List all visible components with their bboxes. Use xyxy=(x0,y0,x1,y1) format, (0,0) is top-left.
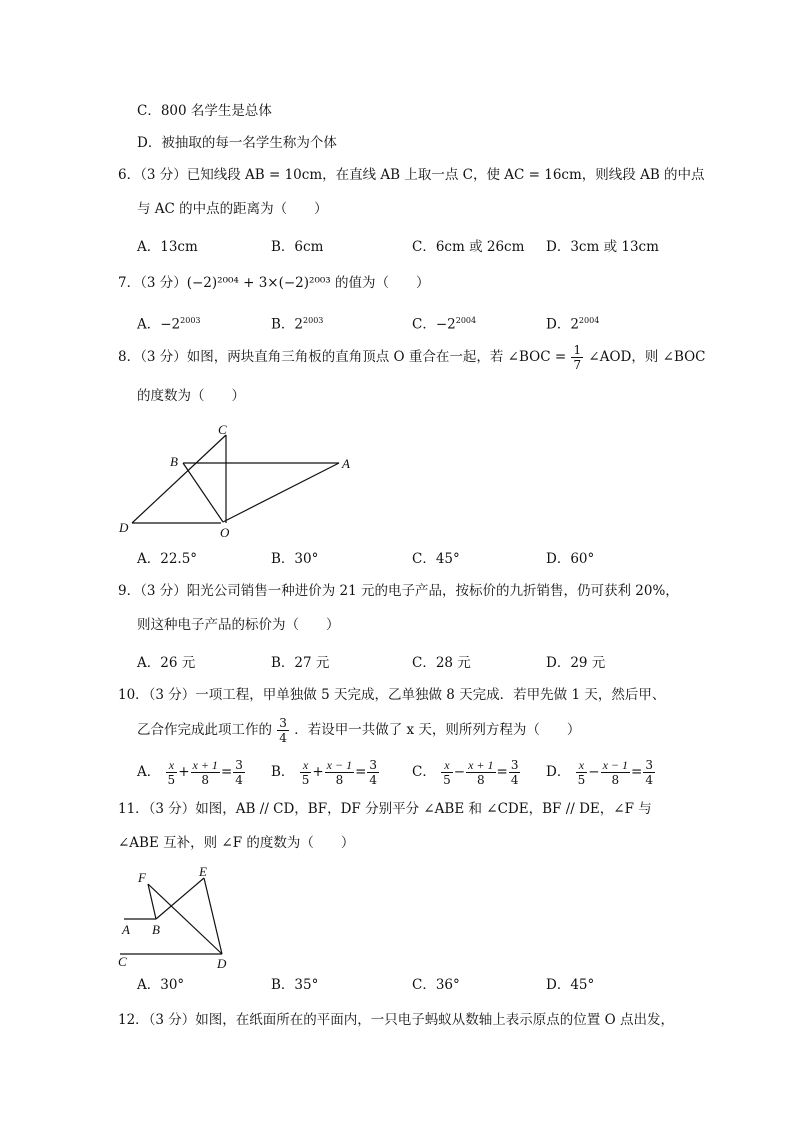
q11-label-e: E xyxy=(199,864,207,879)
q10-option-b: B． $\frac{x}{5}$ + $\frac{x - 1}{8}$ = $\frac{3}{4}$ xyxy=(271,758,378,787)
q5-option-d: D．被抽取的每一名学生称为个体 xyxy=(137,135,337,151)
q11-option-d: D．45° xyxy=(546,977,595,993)
q11-label-b: B xyxy=(152,922,160,937)
q10-stem-line1: 10．（3 分）一项工程，甲单独做 5 天完成，乙单独做 8 天完成．若甲先做 1 天，然后甲、 xyxy=(118,687,666,703)
q6-option-a: A．13cm xyxy=(137,239,198,255)
q6-option-c: C．6cm 或 26cm xyxy=(412,239,525,255)
q9-stem-line1: 9．（3 分）阳光公司销售一种进价为 21 元的电子产品，按标价的九折销售，仍可获利 20%， xyxy=(118,583,679,599)
q11-stem-line2: ∠ABE 互补，则 ∠F 的度数为（ ） xyxy=(118,835,355,851)
q11-label-f: F xyxy=(138,870,146,885)
q8-line-d-c xyxy=(132,435,226,523)
q10-stem-line2 xyxy=(137,717,580,744)
q10-stem-part1: 乙合作完成此项工作的 xyxy=(137,722,272,738)
q8-line-a-o xyxy=(223,463,339,522)
q9-option-b: B．27 元 xyxy=(271,655,330,671)
q11-line-ed xyxy=(204,878,222,954)
q12-stem-line1: 12．（3 分）如图，在纸面所在的平面内，一只电子蚂蚁从数轴上表示原点的位置 O 点出发， xyxy=(118,1012,674,1028)
q6-stem-line2: 与 AC 的中点的距离为（ ） xyxy=(137,201,328,217)
q7-option-c: C．$-2^{2004}$ xyxy=(412,316,477,333)
q8-option-c: C．45° xyxy=(412,551,460,567)
q10-option-a: A． $\frac{x}{5}$ + $\frac{x + 1}{8}$ = $\frac{3}{4}$ xyxy=(137,758,243,787)
q8-fraction: $\frac{1}{7}$ xyxy=(573,343,582,372)
q7-option-a: A．$-2^{2003}$ xyxy=(137,316,201,333)
q10-stem-part2: ．若设甲一共做了 x 天，则所列方程为（ ） xyxy=(294,722,581,738)
q9-option-d: D．29 元 xyxy=(546,655,606,671)
q11-stem-line1: 11．（3 分）如图，AB // CD，BF，DF 分别平分 ∠ABE 和 ∠CDE，BF // DE，∠F 与 xyxy=(118,801,652,817)
q9-option-c: C．28 元 xyxy=(412,655,471,671)
q6-option-b: B．6cm xyxy=(271,239,324,255)
q9-stem-line2: 则这种电子产品的标价为（ ） xyxy=(137,617,340,633)
q11-label-c: C xyxy=(118,954,127,969)
q11-figure xyxy=(110,862,250,972)
q6-option-d: D．3cm 或 13cm xyxy=(546,239,659,255)
q8-line-b-o xyxy=(183,463,223,522)
q7-option-d: D．$2^{2004}$ xyxy=(546,316,600,333)
q8-label-a: A xyxy=(342,456,350,471)
q11-label-a: A xyxy=(122,922,130,937)
q6-stem-line1: 6．（3 分）已知线段 AB = 10cm，在直线 AB 上取一点 C，使 AC = 16cm，则线段 AB 的中点 xyxy=(118,167,705,183)
q11-option-b: B．35° xyxy=(271,977,319,993)
q10-option-c: C． $\frac{x}{5}$ − $\frac{x + 1}{8}$ = $\frac{3}{4}$ xyxy=(412,758,519,787)
q7-option-b: B．$2^{2003}$ xyxy=(271,316,324,333)
q8-stem-line1 xyxy=(118,344,706,371)
q8-label-c: C xyxy=(218,422,227,437)
q8-option-a: A．22.5° xyxy=(137,551,198,567)
q11-label-d: D xyxy=(217,956,227,971)
q8-option-b: B．30° xyxy=(271,551,319,567)
q7-stem: 7．（3 分）(−2)²⁰⁰⁴ + 3×(−2)²⁰⁰³ 的值为（ ） xyxy=(118,275,430,291)
q8-label-d: D xyxy=(119,520,129,535)
q9-option-a: A．26 元 xyxy=(137,655,196,671)
q8-option-d: D．60° xyxy=(546,551,595,567)
q8-stem-part1: 8．（3 分）如图，两块直角三角板的直角顶点 O 重合在一起，若 ∠BOC = xyxy=(118,349,567,365)
q10-fraction: $\frac{3}{4}$ xyxy=(279,716,287,745)
q8-stem-part2: ∠AOD，则 ∠BOC xyxy=(588,349,706,365)
q8-label-o: O xyxy=(220,525,230,540)
q10-option-d: D． $\frac{x}{5}$ − $\frac{x - 1}{8}$ = $\frac{3}{4}$ xyxy=(546,758,653,787)
q8-figure xyxy=(110,418,370,543)
q8-label-b: B xyxy=(170,454,178,469)
q11-option-a: A．30° xyxy=(137,977,185,993)
q11-line-fb xyxy=(148,884,156,919)
q5-option-c: C．800 名学生是总体 xyxy=(137,103,272,119)
q8-stem-line2: 的度数为（ ） xyxy=(137,388,245,404)
q11-option-c: C．36° xyxy=(412,977,460,993)
